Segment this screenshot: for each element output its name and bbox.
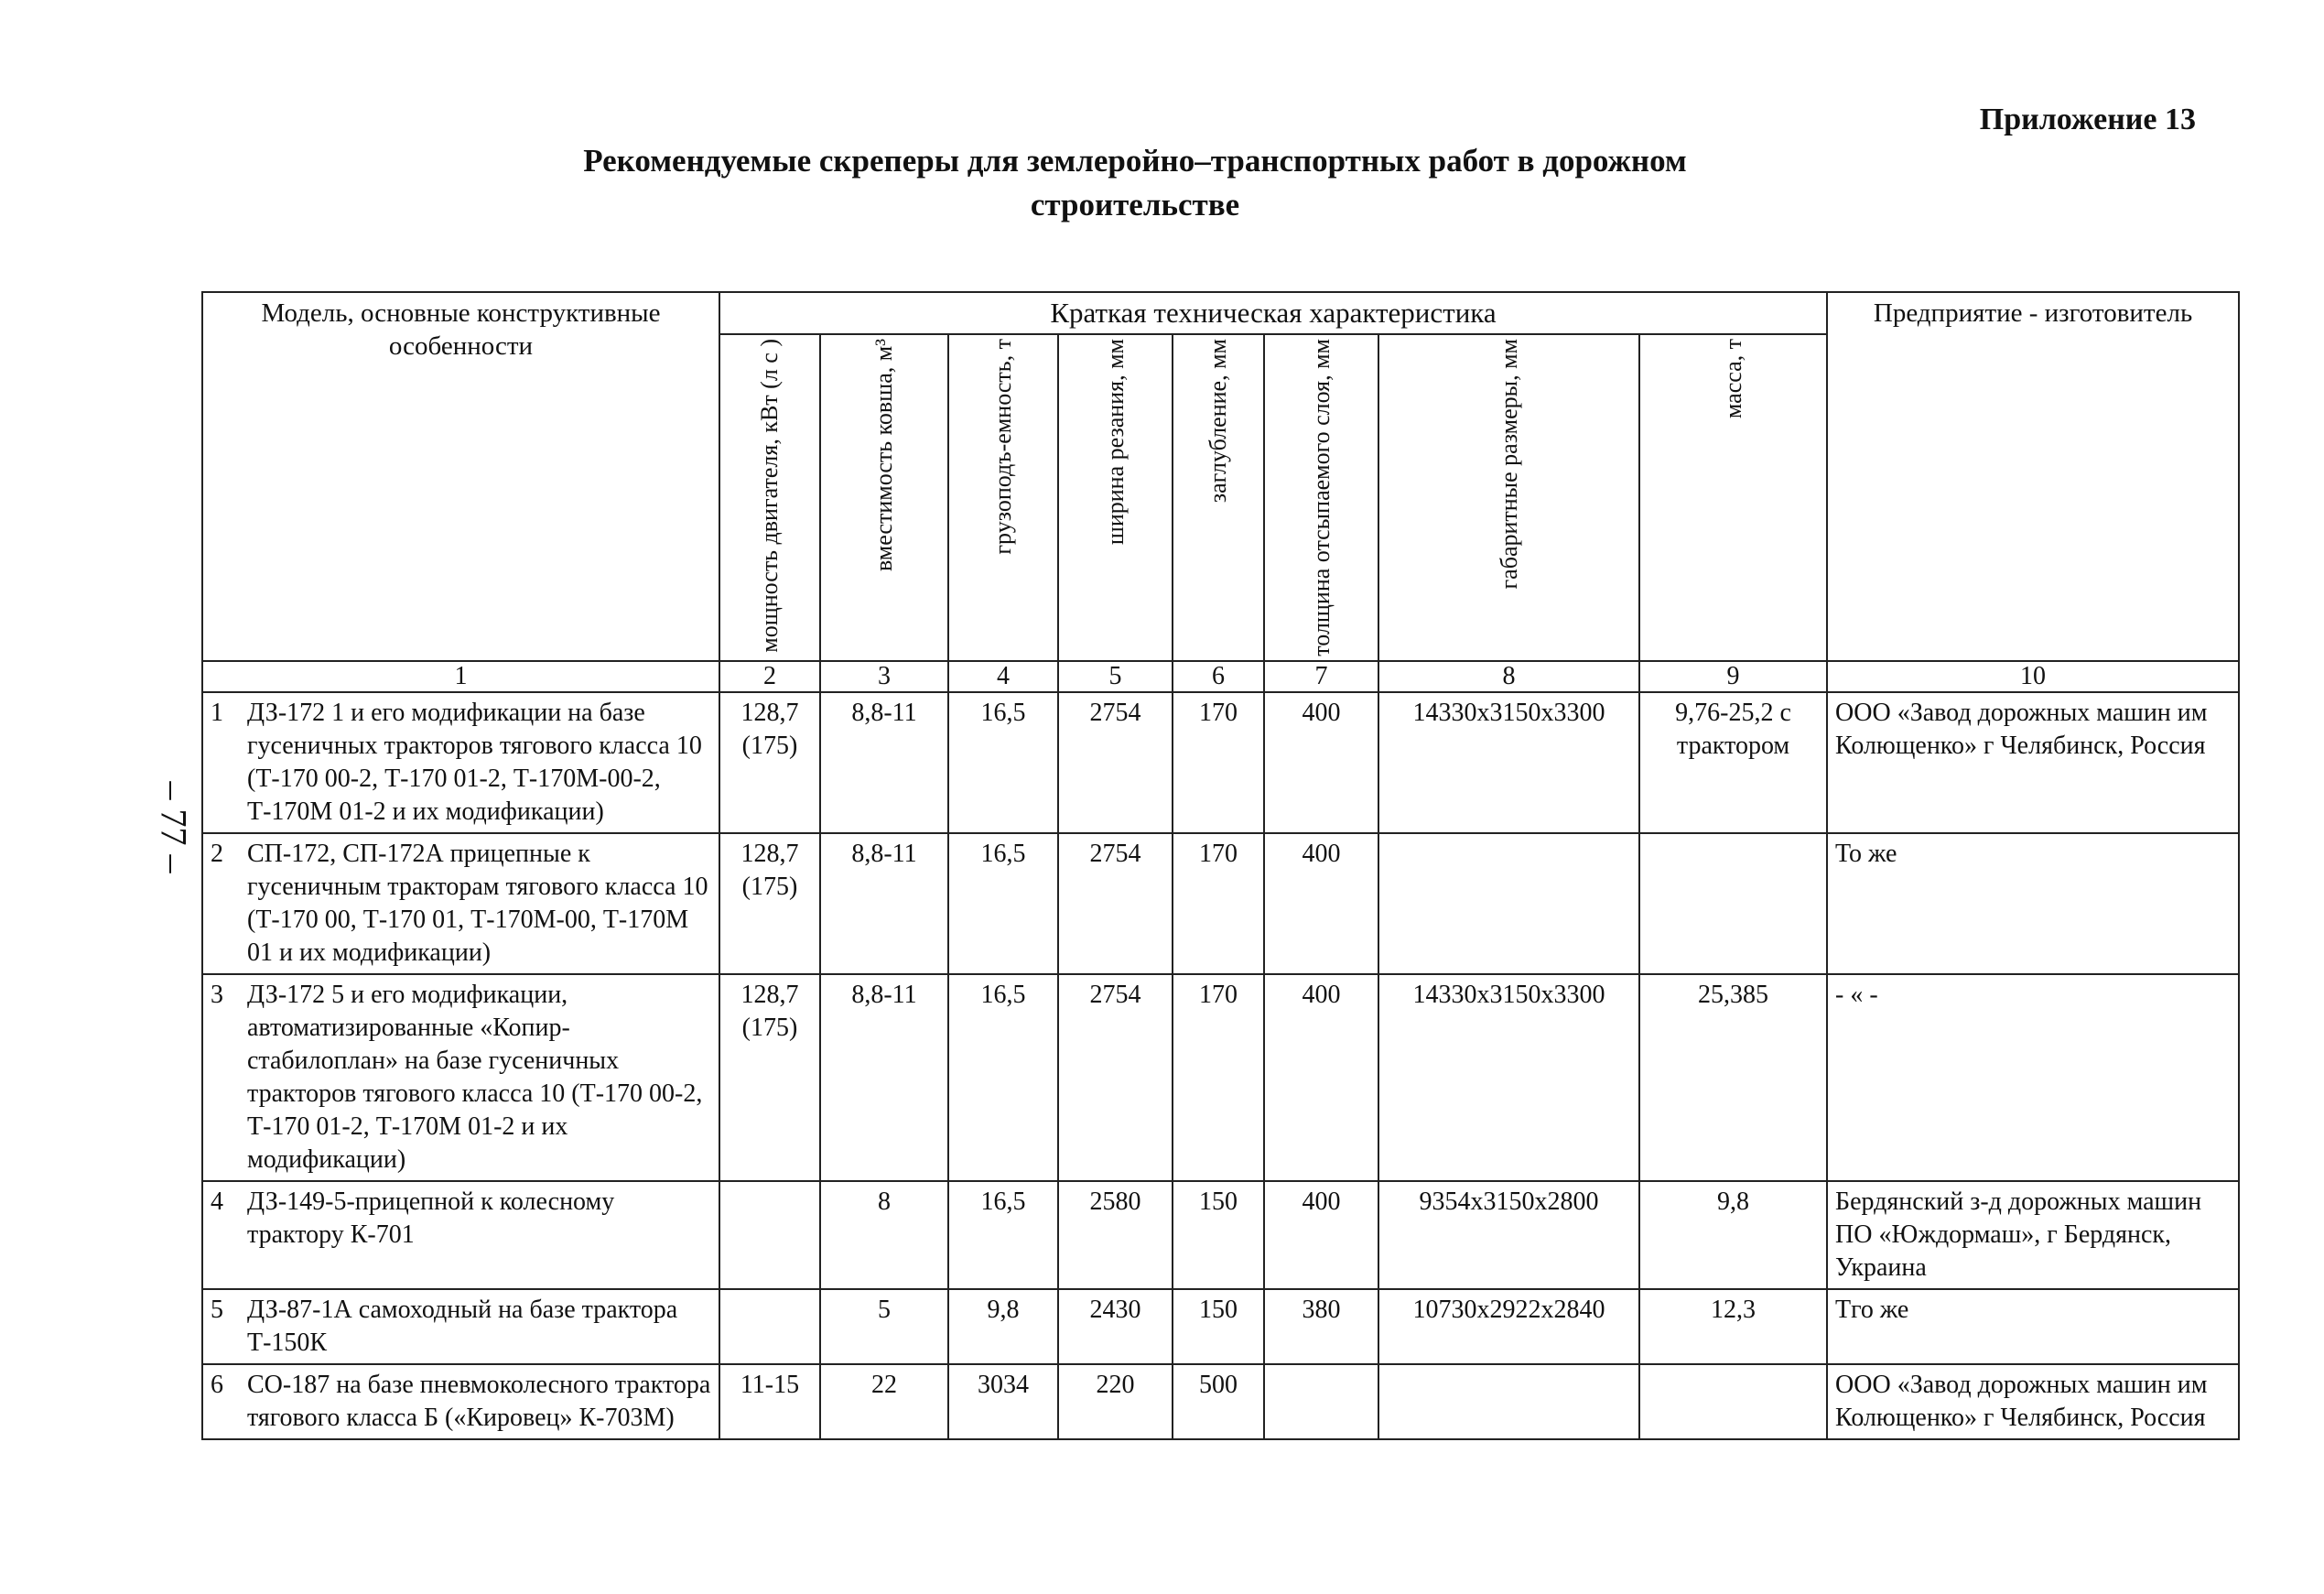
volume-cell: 8,8-11	[820, 974, 948, 1181]
mass-cell: 9,8	[1639, 1181, 1827, 1289]
table-row	[202, 1181, 2239, 1289]
row-number: 6	[211, 1370, 223, 1399]
model-text: ДЗ-172 5 и его модификации, автоматизированные «Копир-стабилоплан» на базе гусеничных тракторов тягового класса 10 (Т-170 00-2, Т-170 01-2, Т-170М 01-2 и их модификации)	[247, 980, 703, 1174]
capacity-cell: 16,5	[948, 974, 1058, 1181]
power-cell	[719, 1181, 820, 1289]
header-dimensions: габаритные размеры, мм	[1378, 334, 1639, 661]
model-cell	[202, 1181, 719, 1289]
column-number: 10	[1827, 661, 2239, 692]
width-cell: 2754	[1058, 833, 1173, 974]
dimensions-cell: 14330х3150х3300	[1378, 974, 1639, 1181]
dimensions-cell: 14330х3150х3300	[1378, 692, 1639, 833]
capacity-cell: 16,5	[948, 833, 1058, 974]
power-cell: 11-15	[719, 1364, 820, 1439]
volume-cell: 8,8-11	[820, 833, 948, 974]
mass-cell: 25,385	[1639, 974, 1827, 1181]
model-text: ДЗ-172 1 и его модификации на базе гусеничных тракторов тягового класса 10 (Т-170 00-2, Т-170 01-2, Т-170М-00-2, Т-170М 01-2 и их модификации)	[247, 698, 702, 826]
volume-cell: 22	[820, 1364, 948, 1439]
header-cut-width: ширина резания, мм	[1058, 334, 1173, 661]
scrapers-table	[201, 291, 2240, 1440]
depth-cell: 500	[1173, 1364, 1264, 1439]
header-tech-specs: Краткая техническая характеристика	[719, 292, 1827, 334]
depth-cell: 170	[1173, 974, 1264, 1181]
power-cell: 128,7 (175)	[719, 974, 820, 1181]
column-number: 5	[1058, 661, 1173, 692]
dimensions-cell: 10730х2922х2840	[1378, 1289, 1639, 1364]
row-number: 5	[211, 1295, 223, 1324]
row-number: 1	[211, 698, 223, 727]
layer-cell: 400	[1264, 1181, 1378, 1289]
manufacturer-cell: То же	[1827, 833, 2239, 974]
model-text: ДЗ-149-5-прицепной к колесному трактору К-701	[247, 1187, 615, 1249]
column-number: 1	[202, 661, 719, 692]
model-cell	[202, 1289, 719, 1364]
capacity-cell: 16,5	[948, 1181, 1058, 1289]
dimensions-cell	[1378, 1364, 1639, 1439]
layer-cell: 400	[1264, 833, 1378, 974]
header-capacity: грузоподъ-емность, т	[948, 334, 1058, 661]
header-model: Модель, основные конструктивные особенности	[202, 292, 719, 661]
column-number: 9	[1639, 661, 1827, 692]
document-title: Рекомендуемые скреперы для землеройно–транспортных работ в дорожном строительстве	[583, 143, 1687, 222]
capacity-cell: 16,5	[948, 692, 1058, 833]
model-cell	[202, 692, 719, 833]
manufacturer-cell: Тго же	[1827, 1289, 2239, 1364]
power-cell	[719, 1289, 820, 1364]
column-numbers-row	[202, 661, 2239, 692]
column-number: 2	[719, 661, 820, 692]
mass-cell: 12,3	[1639, 1289, 1827, 1364]
header-power: мощность двигателя, кВт (л с )	[719, 334, 820, 661]
mass-cell	[1639, 1364, 1827, 1439]
dimensions-cell: 9354х3150х2800	[1378, 1181, 1639, 1289]
depth-cell: 170	[1173, 692, 1264, 833]
row-number: 4	[211, 1187, 223, 1216]
depth-cell: 170	[1173, 833, 1264, 974]
mass-cell: 9,76-25,2 с трактором	[1639, 692, 1827, 833]
header-depth: заглубление, мм	[1173, 334, 1264, 661]
page-number: – 77 –	[153, 781, 195, 873]
column-number: 8	[1378, 661, 1639, 692]
column-number: 6	[1173, 661, 1264, 692]
model-text: СО-187 на базе пневмоколесного трактора тягового класса Б («Кировец» К-703М)	[247, 1370, 711, 1432]
table-row	[202, 1289, 2239, 1364]
dimensions-cell	[1378, 833, 1639, 974]
volume-cell: 8,8-11	[820, 692, 948, 833]
row-number: 2	[211, 839, 223, 868]
header-mass: масса, т	[1639, 334, 1827, 661]
power-cell: 128,7 (175)	[719, 692, 820, 833]
appendix-label: Приложение 13	[1979, 103, 2196, 136]
header-manufacturer: Предприятие - изготовитель	[1827, 292, 2239, 661]
width-cell: 220	[1058, 1364, 1173, 1439]
depth-cell: 150	[1173, 1181, 1264, 1289]
manufacturer-cell: - « -	[1827, 974, 2239, 1181]
power-cell: 128,7 (175)	[719, 833, 820, 974]
column-number: 4	[948, 661, 1058, 692]
layer-cell: 380	[1264, 1289, 1378, 1364]
layer-cell: 400	[1264, 974, 1378, 1181]
model-text: ДЗ-87-1А самоходный на базе трактора Т-150К	[247, 1295, 678, 1357]
row-number: 3	[211, 980, 223, 1009]
layer-cell: 400	[1264, 692, 1378, 833]
model-cell	[202, 974, 719, 1181]
model-text: СП-172, СП-172А прицепные к гусеничным тракторам тягового класса 10 (Т-170 00, Т-170 01, Т-170М-00, Т-170М 01 и их модификации)	[247, 839, 708, 967]
table-row	[202, 692, 2239, 833]
table-row	[202, 833, 2239, 974]
manufacturer-cell: ООО «Завод дорожных машин им Колющенко» г Челябинск, Россия	[1827, 1364, 2239, 1439]
header-layer-thickness: толщина отсыпаемого слоя, мм	[1264, 334, 1378, 661]
volume-cell: 8	[820, 1181, 948, 1289]
table-row	[202, 974, 2239, 1181]
capacity-cell: 3034	[948, 1364, 1058, 1439]
width-cell: 2430	[1058, 1289, 1173, 1364]
model-cell	[202, 1364, 719, 1439]
layer-cell	[1264, 1364, 1378, 1439]
manufacturer-cell: ООО «Завод дорожных машин им Колющенко» г Челябинск, Россия	[1827, 692, 2239, 833]
capacity-cell: 9,8	[948, 1289, 1058, 1364]
mass-cell	[1639, 833, 1827, 974]
width-cell: 2754	[1058, 692, 1173, 833]
volume-cell: 5	[820, 1289, 948, 1364]
width-cell: 2580	[1058, 1181, 1173, 1289]
table-row	[202, 1364, 2239, 1439]
depth-cell: 150	[1173, 1289, 1264, 1364]
column-number: 7	[1264, 661, 1378, 692]
header-bucket-volume: вместимость ковша, м³	[820, 334, 948, 661]
width-cell: 2754	[1058, 974, 1173, 1181]
column-number: 3	[820, 661, 948, 692]
manufacturer-cell: Бердянский з-д дорожных машин ПО «Юждормаш», г Бердянск, Украина	[1827, 1181, 2239, 1289]
model-cell	[202, 833, 719, 974]
